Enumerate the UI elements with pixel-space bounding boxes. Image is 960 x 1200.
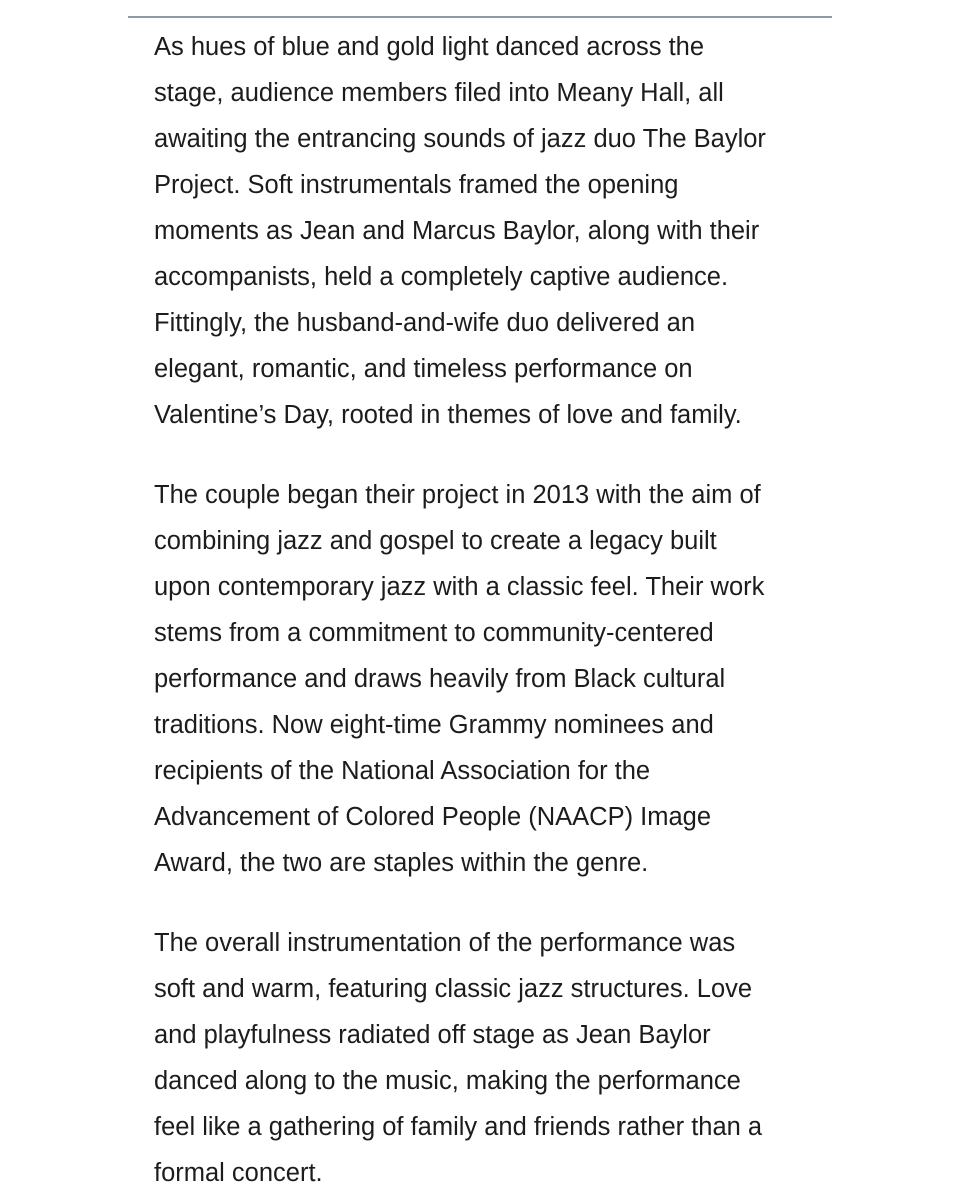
paragraph-3 <box>154 920 814 1196</box>
paragraph-line: performance and draws heavily from Black cultural <box>154 665 726 693</box>
paragraph-line: elegant, romantic, and timeless performance on <box>154 355 693 383</box>
paragraph-line: Valentine’s Day, rooted in themes of love and family. <box>154 401 742 429</box>
paragraph-line: stage, audience members filed into Meany Hall, all <box>154 79 724 107</box>
paragraph-line: Project. Soft instrumentals framed the opening <box>154 171 679 199</box>
top-divider <box>128 16 832 18</box>
paragraph-line: recipients of the National Association for the <box>154 757 651 785</box>
paragraph-line: soft and warm, featuring classic jazz structures. Love <box>154 975 753 1003</box>
paragraph-line: Advancement of Colored People (NAACP) Image <box>154 803 712 831</box>
paragraph-line: Award, the two are staples within the genre. <box>154 849 649 877</box>
paragraph-1 <box>154 24 814 438</box>
paragraph-line: The couple began their project in 2013 with the aim of <box>154 481 761 509</box>
paragraph-line: upon contemporary jazz with a classic feel. Their work <box>154 573 765 601</box>
article-body[interactable] <box>154 24 814 1200</box>
paragraph-line: traditions. Now eight-time Grammy nominees and <box>154 711 714 739</box>
paragraph-line: danced along to the music, making the performance <box>154 1067 741 1095</box>
paragraph-line: The overall instrumentation of the performance was <box>154 929 736 957</box>
paragraph-line: Fittingly, the husband-and-wife duo delivered an <box>154 309 696 337</box>
paragraph-line: stems from a commitment to community-centered <box>154 619 714 647</box>
paragraph-2 <box>154 472 814 886</box>
paragraph-line: combining jazz and gospel to create a legacy built <box>154 527 717 555</box>
paragraph-line: moments as Jean and Marcus Baylor, along with their <box>154 217 760 245</box>
paragraph-line: and playfulness radiated off stage as Jean Baylor <box>154 1021 711 1049</box>
paragraph-line: As hues of blue and gold light danced across the <box>154 33 705 61</box>
paragraph-line: formal concert. <box>154 1159 323 1187</box>
paragraph-line: awaiting the entrancing sounds of jazz duo The Baylor <box>154 125 766 153</box>
paragraph-line: accompanists, held a completely captive audience. <box>154 263 729 291</box>
paragraph-line: feel like a gathering of family and friends rather than a <box>154 1113 763 1141</box>
